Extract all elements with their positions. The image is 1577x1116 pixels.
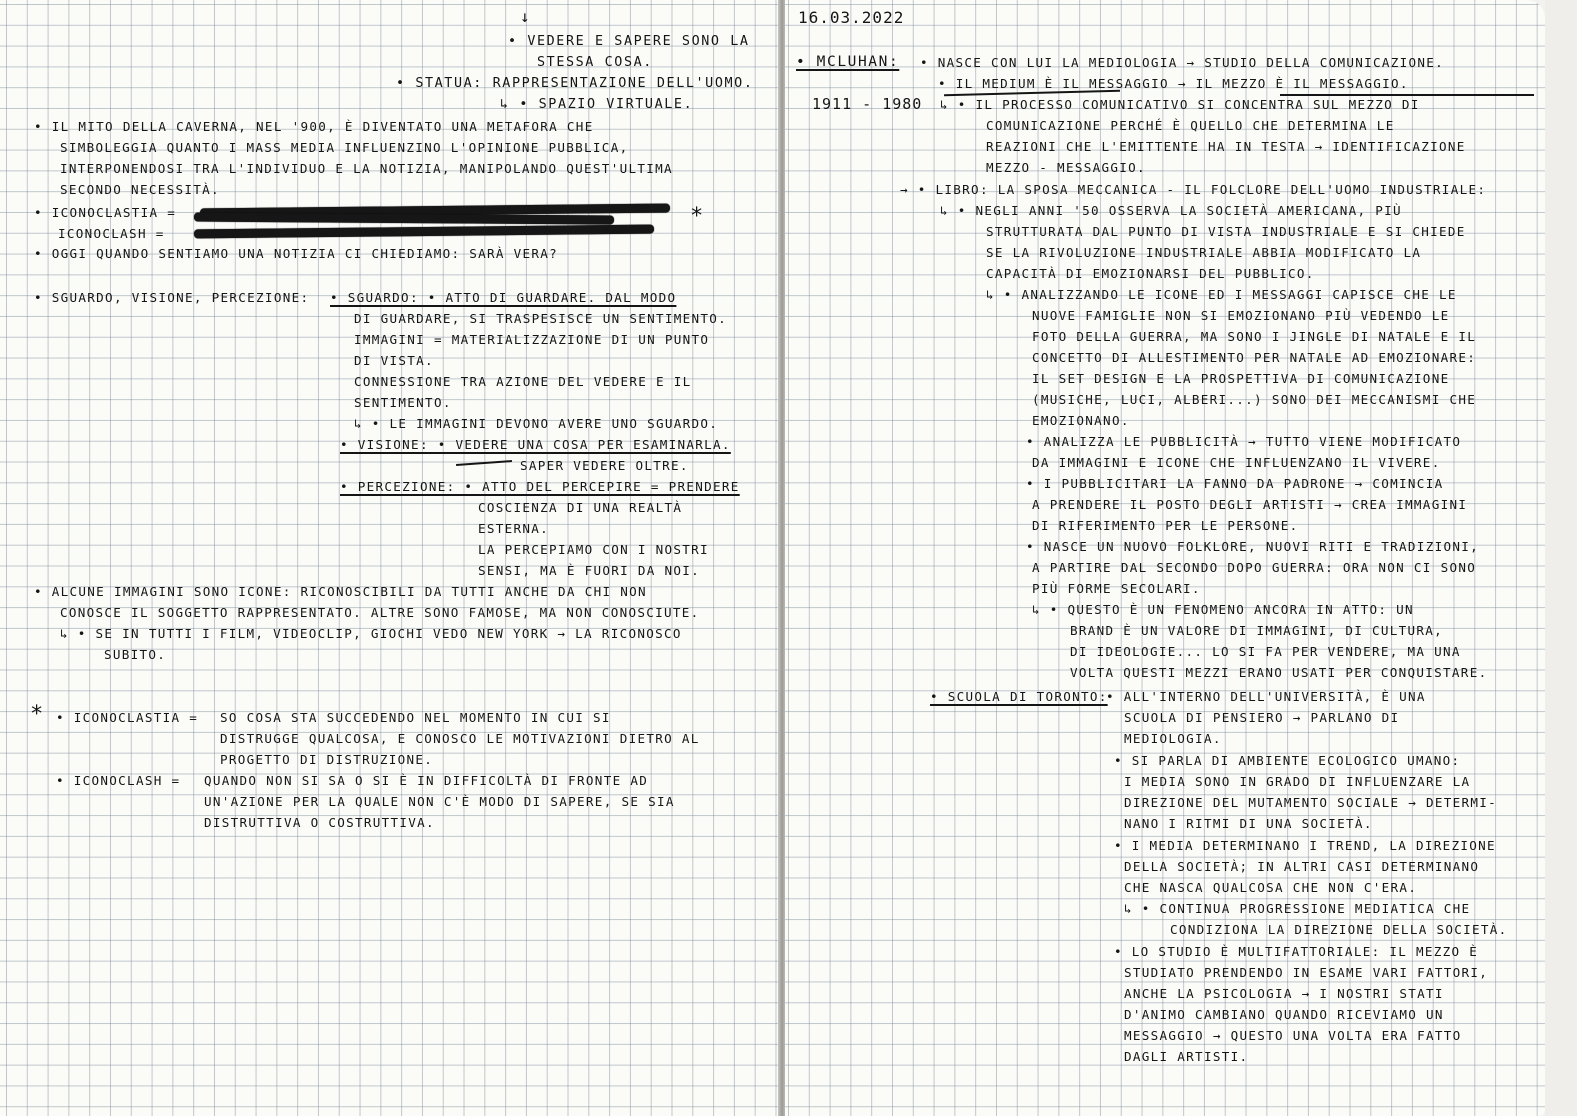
note-line: ↳ • ANALIZZANDO LE ICONE ED I MESSAGGI CAPISCE CHE LE <box>986 287 1457 302</box>
note-line: CONDIZIONA LA DIREZIONE DELLA SOCIETÀ. <box>1170 922 1508 937</box>
note-line: DIREZIONE DEL MUTAMENTO SOCIALE → DETERMI- <box>1124 795 1498 810</box>
down-arrow: ↓ <box>520 7 530 26</box>
note-line: PIÙ FORME SECOLARI. <box>1032 581 1201 596</box>
note-line: VOLTA QUESTI MEZZI ERANO USATI PER CONQUISTARE. <box>1070 665 1488 680</box>
note-line: • OGGI QUANDO SENTIAMO UNA NOTIZIA CI CHIEDIAMO: SARÀ VERA? <box>34 246 559 261</box>
note-line: REAZIONI CHE L'EMITTENTE HA IN TESTA → IDENTIFICAZIONE <box>986 139 1466 154</box>
note-line: ↳ • CONTINUA PROGRESSIONE MEDIATICA CHE <box>1124 901 1471 916</box>
note-line: COMUNICAZIONE PERCHÉ È QUELLO CHE DETERMINA LE <box>986 118 1395 133</box>
note-line: MESSAGGIO → QUESTO UNA VOLTA ERA FATTO <box>1124 1028 1462 1043</box>
date-range: 1911 - 1980 <box>812 95 923 113</box>
note-line: DISTRUGGE QUALCOSA, E CONOSCO LE MOTIVAZIONI DIETRO AL <box>220 731 700 746</box>
note-line: → • LIBRO: LA SPOSA MECCANICA - IL FOLCLORE DELL'UOMO INDUSTRIALE: <box>900 182 1487 197</box>
note-line: • IL MEDIUM È IL MESSAGGIO → IL MEZZO È IL MESSAGGIO. <box>938 76 1409 91</box>
note-line: ↳ • QUESTO È UN FENOMENO ANCORA IN ATTO: UN <box>1032 602 1414 617</box>
note-line: • SI PARLA DI AMBIENTE ECOLOGICO UMANO: <box>1114 753 1461 768</box>
note-line: INTERPONENDOSI TRA L'INDIVIDUO E LA NOTIZIA, MANIPOLANDO QUEST'ULTIMA <box>60 161 673 176</box>
note-line: STRUTTURATA DAL PUNTO DI VISTA INDUSTRIALE E SI CHIEDE <box>986 224 1466 239</box>
note-line: DI GUARDARE, SI TRASPESISCE UN SENTIMENTO. <box>354 311 728 326</box>
note-line: DISTRUTTIVA O COSTRUTTIVA. <box>204 815 435 830</box>
note-line: ↳ • LE IMMAGINI DEVONO AVERE UNO SGUARDO. <box>354 416 719 431</box>
note-line: SENTIMENTO. <box>354 395 452 410</box>
note-line: I MEDIA SONO IN GRADO DI INFLUENZARE LA <box>1124 774 1471 789</box>
note-line: • NASCE CON LUI LA MEDIOLOGIA → STUDIO DELLA COMUNICAZIONE. <box>920 55 1445 70</box>
note-line: MEZZO - MESSAGGIO. <box>986 160 1146 175</box>
note-line: LA PERCEPIAMO CON I NOSTRI <box>478 542 709 557</box>
note-line: DAGLI ARTISTI. <box>1124 1049 1249 1064</box>
note-line: IL SET DESIGN E LA PROSPETTIVA DI COMUNICAZIONE <box>1032 371 1450 386</box>
note-line: FOTO DELLA GUERRA, MA SONO I JINGLE DI NATALE E IL <box>1032 329 1477 344</box>
note-line: NUOVE FAMIGLIE NON SI EMOZIONANO PIÙ VEDENDO LE <box>1032 308 1450 323</box>
note-line: • I PUBBLICITARI LA FANNO DA PADRONE → COMINCIA <box>1026 476 1444 491</box>
note-line: ESTERNA. <box>478 521 550 536</box>
note-line: DI RIFERIMENTO PER LE PERSONE. <box>1032 518 1299 533</box>
note-line: • MCLUHAN: <box>796 54 900 70</box>
note-line: NANO I RITMI DI UNA SOCIETÀ. <box>1124 816 1373 831</box>
note-line: ↳ • NEGLI ANNI '50 OSSERVA LA SOCIETÀ AMERICANA, PIÙ <box>940 203 1402 218</box>
note-line: DI IDEOLOGIE... LO SI FA PER VENDERE, MA UNA <box>1070 644 1461 659</box>
note-line: • NASCE UN NUOVO FOLKLORE, NUOVI RITI E TRADIZIONI, <box>1026 539 1479 554</box>
asterisk-mark: * <box>30 702 44 727</box>
note-line: A PARTIRE DAL SECONDO DOPO GUERRA: ORA NON CI SONO <box>1032 560 1477 575</box>
date-heading: 16.03.2022 <box>798 8 905 27</box>
note-line: • I MEDIA DETERMINANO I TREND, LA DIREZIONE <box>1114 838 1496 853</box>
note-line: (MUSICHE, LUCI, ALBERI...) SONO DEI MECCANISMI CHE <box>1032 392 1477 407</box>
note-line: SIMBOLEGGIA QUANTO I MASS MEDIA INFLUENZINO L'OPINIONE PUBBLICA, <box>60 140 629 155</box>
note-line: ↳ • SE IN TUTTI I FILM, VIDEOCLIP, GIOCHI VEDO NEW YORK → LA RICONOSCO <box>60 626 682 641</box>
note-line: • VISIONE: • VEDERE UNA COSA PER ESAMINARLA. <box>340 437 731 452</box>
note-line: SUBITO. <box>104 647 167 662</box>
note-line: IMMAGINI = MATERIALIZZAZIONE DI UN PUNTO <box>354 332 710 347</box>
note-line: CONNESSIONE TRA AZIONE DEL VEDERE E IL <box>354 374 692 389</box>
note-line: SCUOLA DI PENSIERO → PARLANO DI <box>1124 710 1400 725</box>
note-line: STUDIATO PRENDENDO IN ESAME VARI FATTORI, <box>1124 965 1489 980</box>
note-line: • SGUARDO, VISIONE, PERCEZIONE: <box>34 290 310 305</box>
note-line: CONCETTO DI ALLESTIMENTO PER NATALE AD EMOZIONARE: <box>1032 350 1477 365</box>
note-line: SAPER VEDERE OLTRE. <box>520 458 689 473</box>
note-line: PROGETTO DI DISTRUZIONE. <box>220 752 434 767</box>
note-line: SECONDO NECESSITÀ. <box>60 182 220 197</box>
note-line: D'ANIMO CAMBIANO QUANDO RICEVIAMO UN <box>1124 1007 1444 1022</box>
note-line: SO COSA STA SUCCEDENDO NEL MOMENTO IN CUI SI <box>220 710 611 725</box>
note-line: DELLA SOCIETÀ; IN ALTRI CASI DETERMINANO <box>1124 859 1480 874</box>
note-line: COSCIENZA DI UNA REALTÀ <box>478 500 683 515</box>
note-line: • SGUARDO: • ATTO DI GUARDARE. DAL MODO <box>330 290 677 305</box>
note-line: • ALCUNE IMMAGINI SONO ICONE: RICONOSCIBILI DA TUTTI ANCHE DA CHI NON <box>34 584 647 599</box>
asterisk-mark: * <box>690 204 704 229</box>
note-line: • VEDERE E SAPERE SONO LA <box>508 34 750 49</box>
note-line: ↳ • IL PROCESSO COMUNICATIVO SI CONCENTRA SUL MEZZO DI <box>940 97 1420 112</box>
note-line: UN'AZIONE PER LA QUALE NON C'È MODO DI SAPERE, SE SIA <box>204 794 675 809</box>
note-line: • IL MITO DELLA CAVERNA, NEL '900, È DIVENTATO UNA METAFORA CHE <box>34 119 594 134</box>
note-line: CONOSCE IL SOGGETTO RAPPRESENTATO. ALTRE SONO FAMOSE, MA NON CONOSCIUTE. <box>60 605 700 620</box>
note-line: EMOZIONANO. <box>1032 413 1130 428</box>
note-line: ANCHE LA PSICOLOGIA → I NOSTRI STATI <box>1124 986 1444 1001</box>
note-line: DA IMMAGINI E ICONE CHE INFLUENZANO IL VIVERE. <box>1032 455 1441 470</box>
note-line: • ALL'INTERNO DELL'UNIVERSITÀ, È UNA <box>1106 689 1426 704</box>
page-edge <box>1545 0 1577 1116</box>
note-line: DI VISTA. <box>354 353 434 368</box>
note-line: MEDIOLOGIA. <box>1124 731 1222 746</box>
note-line: • ICONOCLASTIA = <box>34 205 177 220</box>
note-line: CAPACITÀ DI EMOZIONARSI DEL PUBBLICO. <box>986 266 1315 281</box>
note-line: A PRENDERE IL POSTO DEGLI ARTISTI → CREA IMMAGINI <box>1032 497 1468 512</box>
note-line: STESSA COSA. <box>537 55 653 70</box>
note-line: ↳ • SPAZIO VIRTUALE. <box>500 97 694 112</box>
note-line: CHE NASCA QUALCOSA CHE NON C'ERA. <box>1124 880 1418 895</box>
note-line: BRAND È UN VALORE DI IMMAGINI, DI CULTURA, <box>1070 623 1444 638</box>
note-line: • ANALIZZA LE PUBBLICITÀ → TUTTO VIENE MODIFICATO <box>1026 434 1462 449</box>
note-line: SENSI, MA È FUORI DA NOI. <box>478 563 701 578</box>
note-line: • STATUA: RAPPRESENTAZIONE DELL'UOMO. <box>396 76 754 91</box>
note-line: • ICONOCLASH = <box>56 773 181 788</box>
note-line: ICONOCLASH = <box>58 226 165 241</box>
note-line: • ICONOCLASTIA = <box>56 710 199 725</box>
note-line: SE LA RIVOLUZIONE INDUSTRIALE ABBIA MODIFICATO LA <box>986 245 1422 260</box>
note-line: • LO STUDIO È MULTIFATTORIALE: IL MEZZO È <box>1114 944 1479 959</box>
note-line: QUANDO NON SI SA O SI È IN DIFFICOLTÀ DI FRONTE AD <box>204 773 649 788</box>
note-line: • PERCEZIONE: • ATTO DEL PERCEPIRE = PRENDERE <box>340 479 740 494</box>
note-line: • SCUOLA DI TORONTO: <box>930 689 1108 704</box>
